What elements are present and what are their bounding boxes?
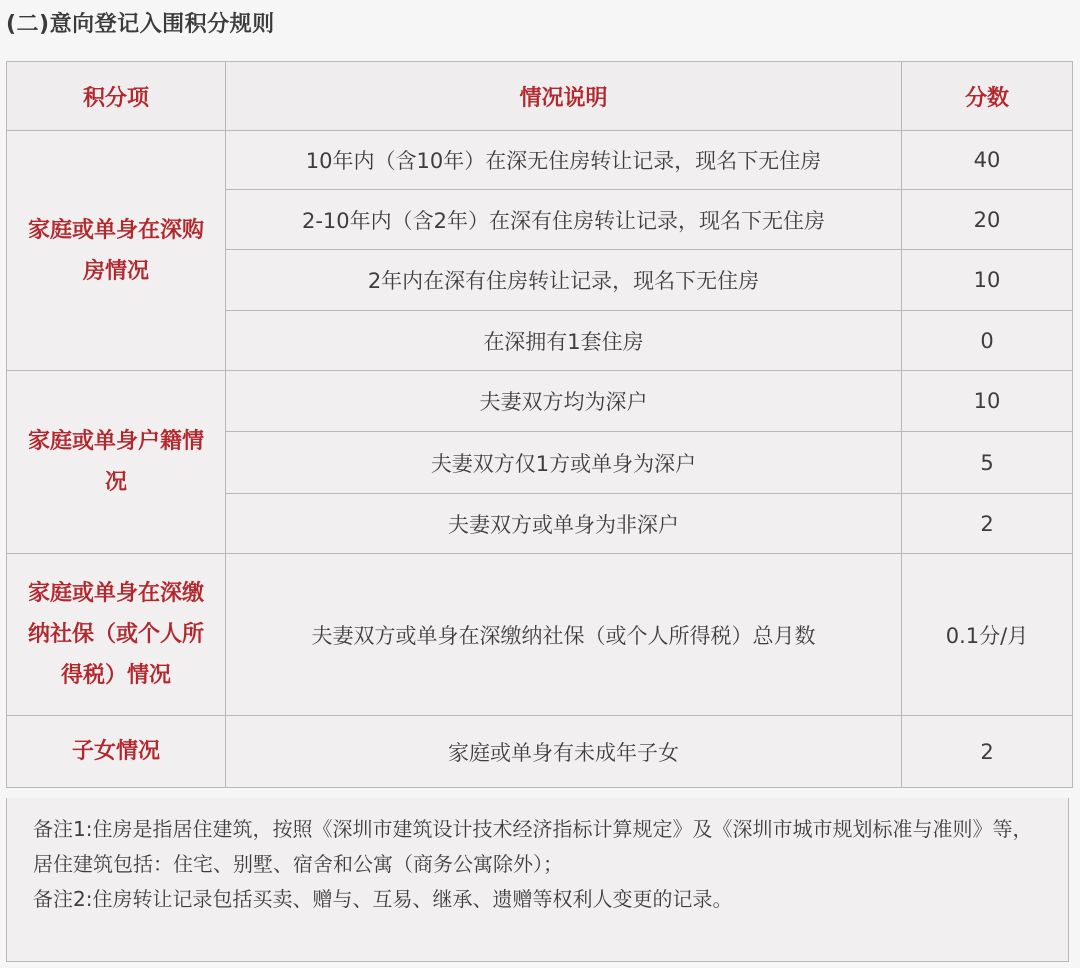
table-row: [7, 131, 1073, 190]
page-title: (二)意向登记入围积分规则: [6, 12, 275, 37]
row-score: 2: [902, 494, 1073, 554]
category-housing: [7, 131, 226, 371]
row-score: 40: [902, 131, 1073, 190]
category-hukou-label: 家庭或单身户籍情况: [27, 429, 204, 495]
row-score: 0.1分/月: [902, 554, 1073, 716]
row-score: 10: [902, 250, 1073, 311]
row-description: 家庭或单身有未成年子女: [226, 716, 902, 788]
row-description: 夫妻双方仅1方或单身为深户: [226, 432, 902, 494]
note-2: 备注2:住房转让记录包括买卖、赠与、互易、继承、遗赠等权利人变更的记录。: [33, 887, 733, 911]
header-description: 情况说明: [226, 62, 902, 131]
table-header-row: [7, 62, 1073, 131]
row-description: 2-10年内（含2年）在深有住房转让记录，现名下无住房: [226, 190, 902, 250]
row-score: 20: [902, 190, 1073, 250]
row-description: 夫妻双方或单身为非深户: [226, 494, 902, 554]
row-score: 2: [902, 716, 1073, 788]
scoring-rules-table: [6, 61, 1073, 788]
header-category: 积分项: [7, 62, 226, 131]
row-description: 10年内（含10年）在深无住房转让记录，现名下无住房: [226, 131, 902, 190]
category-children-label: 子女情况: [71, 739, 160, 764]
notes-section: [6, 798, 1069, 962]
category-hukou: [7, 371, 226, 554]
header-score: 分数: [902, 62, 1073, 131]
table-row: [7, 716, 1073, 788]
category-housing-label: 家庭或单身在深购房情况: [27, 217, 204, 284]
table-row: [7, 371, 1073, 432]
category-social-insurance: [7, 554, 226, 716]
row-score: 5: [902, 432, 1073, 494]
category-social-insurance-label: 家庭或单身在深缴纳社保（或个人所得税）情况: [27, 581, 204, 688]
row-score: 10: [902, 371, 1073, 432]
row-description: 夫妻双方均为深户: [226, 371, 902, 432]
row-description: 2年内在深有住房转让记录，现名下无住房: [226, 250, 902, 311]
category-children: [7, 716, 226, 788]
row-description: 夫妻双方或单身在深缴纳社保（或个人所得税）总月数: [226, 554, 902, 716]
table-row: [7, 554, 1073, 716]
row-description: 在深拥有1套住房: [226, 311, 902, 371]
row-score: 0: [902, 311, 1073, 371]
note-1: 备注1:住房是指居住建筑，按照《深圳市建筑设计技术经济指标计算规定》及《深圳市城市规划标准与准则》等，居住建筑包括：住宅、别墅、宿舍和公寓（商务公寓除外）；: [33, 817, 1033, 876]
